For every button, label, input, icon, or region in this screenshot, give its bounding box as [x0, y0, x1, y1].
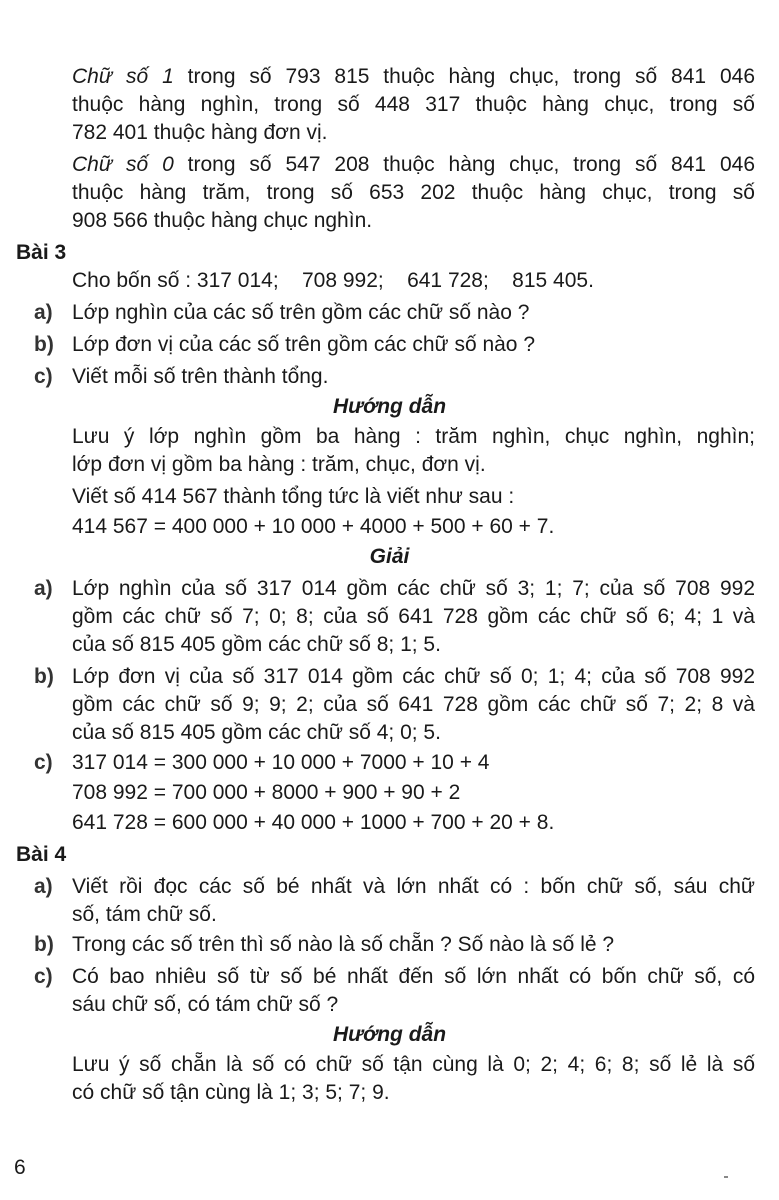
bai3-title: Bài 3 [16, 241, 67, 264]
intro-p2-line-1: Chữ số 0 trong số 547 208 thuộc hàng chục, trong số 841 046 [72, 153, 755, 176]
bai3-sol-b-line-2: gồm các chữ số 9; 9; 2; của số 641 728 gồm các chữ số 7; 2; 8 và [72, 693, 755, 716]
bai3-guide-line-1: Lưu ý lớp nghìn gồm ba hàng : trăm nghìn, chục nghìn, nghìn; [72, 425, 755, 448]
bai3-prompt: Cho bốn số : 317 014; 708 992; 641 728; 815 405. [72, 269, 594, 292]
bai4-guide-title: Hướng dẫn [332, 1023, 447, 1046]
bai4-q-a-line-1: Viết rồi đọc các số bé nhất và lớn nhất có : bốn chữ số, sáu chữ [72, 875, 755, 898]
page-number: 6 [14, 1156, 26, 1179]
bai3-sol-a-line-2: gồm các chữ số 7; 0; 8; của số 641 728 gồm các chữ số 6; 4; 1 và [72, 605, 755, 628]
bai3-guide-title: Hướng dẫn [332, 395, 447, 418]
bai3-guide-line-2: lớp đơn vị gồm ba hàng : trăm, chục, đơn vị. [72, 453, 486, 476]
bai3-sol-c-line-3: 641 728 = 600 000 + 40 000 + 1000 + 700 + 20 + 8. [72, 811, 555, 834]
bai3-sol-b-label: b) [34, 665, 54, 688]
intro-p1-line-3: 782 401 thuộc hàng đơn vị. [72, 121, 328, 144]
bai3-sol-c-label: c) [34, 751, 53, 774]
bai3-q-b-label: b) [34, 333, 54, 356]
bai3-sol-c-line-1: 317 014 = 300 000 + 10 000 + 7000 + 10 + 4 [72, 751, 490, 774]
intro-p1-line-2: thuộc hàng nghìn, trong số 448 317 thuộc hàng chục, trong số [72, 93, 755, 116]
bai3-q-a-label: a) [34, 301, 53, 324]
bai4-guide-line-1: Lưu ý số chẵn là số có chữ số tận cùng là 0; 2; 4; 6; 8; số lẻ là số [72, 1053, 755, 1076]
print-speck [724, 1176, 728, 1178]
bai4-guide-line-2: có chữ số tận cùng là 1; 3; 5; 7; 9. [72, 1081, 390, 1104]
bai3-sol-b-line-1: Lớp đơn vị của số 317 014 gồm các chữ số 0; 1; 4; của số 708 992 [72, 665, 755, 688]
bai3-q-b: Lớp đơn vị của các số trên gồm các chữ số nào ? [72, 333, 536, 356]
bai3-q-c: Viết mỗi số trên thành tổng. [72, 365, 329, 388]
bai3-q-c-label: c) [34, 365, 53, 388]
bai3-guide-line-3: Viết số 414 567 thành tổng tức là viết như sau : [72, 485, 515, 508]
bai3-sol-c-line-2: 708 992 = 700 000 + 8000 + 900 + 90 + 2 [72, 781, 461, 804]
bai3-q-a: Lớp nghìn của các số trên gồm các chữ số nào ? [72, 301, 530, 324]
bai4-q-c-line-2: sáu chữ số, có tám chữ số ? [72, 993, 339, 1016]
bai4-q-b-label: b) [34, 933, 54, 956]
bai4-q-a-label: a) [34, 875, 53, 898]
intro-p1-line-1: Chữ số 1 trong số 793 815 thuộc hàng chục, trong số 841 046 [72, 65, 755, 88]
bai3-sol-b-line-3: của số 815 405 gồm các chữ số 4; 0; 5. [72, 721, 441, 744]
bai4-q-b-line-1: Trong các số trên thì số nào là số chẵn ? Số nào là số lẻ ? [72, 933, 615, 956]
bai3-solution-title: Giải [369, 545, 410, 568]
bai4-title: Bài 4 [16, 843, 67, 866]
bai3-sol-a-label: a) [34, 577, 53, 600]
intro-p2-line-2: thuộc hàng trăm, trong số 653 202 thuộc hàng chục, trong số [72, 181, 755, 204]
bai4-q-a-line-2: số, tám chữ số. [72, 903, 217, 926]
bai3-sol-a-line-3: của số 815 405 gồm các chữ số 8; 1; 5. [72, 633, 441, 656]
bai3-guide-line-4: 414 567 = 400 000 + 10 000 + 4000 + 500 + 60 + 7. [72, 515, 555, 538]
bai4-q-c-label: c) [34, 965, 53, 988]
bai3-sol-a-line-1: Lớp nghìn của số 317 014 gồm các chữ số 3; 1; 7; của số 708 992 [72, 577, 755, 600]
intro-p2-line-3: 908 566 thuộc hàng chục nghìn. [72, 209, 373, 232]
bai4-q-c-line-1: Có bao nhiêu số từ số bé nhất đến số lớn nhất có bốn chữ số, có [72, 965, 755, 988]
